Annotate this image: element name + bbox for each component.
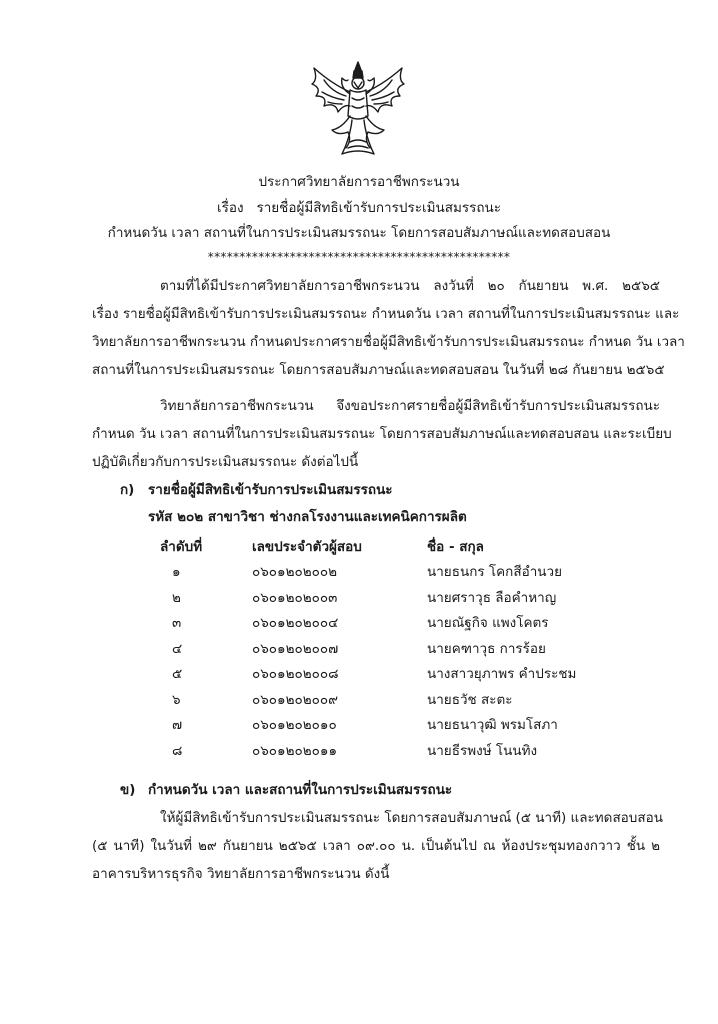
exam-id: ๐๖๐๑๒๐๒๐๐๒ <box>252 564 338 580</box>
table-row <box>0 613 718 637</box>
candidate-name: นายณัฐกิจ แพงโคตร <box>427 615 549 631</box>
table-header-exam-id: เลขประจำตัวผู้สอบ <box>252 539 362 555</box>
table-row <box>0 639 718 663</box>
subject-text: รายชื่อผู้มีสิทธิเข้ารับการประเมินสมรรถนะ <box>256 200 501 216</box>
exam-id: ๐๖๐๑๒๐๒๐๐๗ <box>252 640 339 657</box>
announce-line-2: กำหนด วัน เวลา สถานที่ในการประเมินสมรรถนะ โดยการสอบสัมภาษณ์และทดสอบสอน และระเบียบ <box>92 426 672 442</box>
candidate-name: นางสาวยุภาพร คำประชม <box>427 666 577 682</box>
exam-id: ๐๖๐๑๒๐๒๐๐๙ <box>252 691 339 708</box>
section-b-marker: ข) <box>120 782 136 798</box>
row-number: ๓ <box>172 615 182 631</box>
table-row <box>0 562 718 586</box>
row-number: ๑ <box>172 564 181 580</box>
candidate-name: นายศราวุธ ลือคำหาญ <box>427 589 557 606</box>
row-number: ๗ <box>172 717 183 733</box>
section-b-title: กำหนดวัน เวลา และสถานที่ในการประเมินสมรรถนะ <box>148 782 453 798</box>
candidate-name: นายธวัช สะตะ <box>427 691 513 708</box>
candidate-name: นายธนาวุฒิ พรมโสภา <box>427 717 558 733</box>
exam-id: ๐๖๐๑๒๐๒๐๑๑ <box>252 742 338 759</box>
row-number: ๒ <box>172 589 181 606</box>
announce-line-1: วิทยาลัยการอาชีพกระนวน จึงขอประกาศรายชื่อผู้มีสิทธิเข้ารับการประเมินสมรรถนะ <box>160 398 660 414</box>
exam-id: ๐๖๐๑๒๐๒๐๑๐ <box>252 717 337 733</box>
row-number: ๔ <box>172 640 183 657</box>
table-row <box>0 588 718 612</box>
row-number: ๕ <box>172 666 183 682</box>
table-row <box>0 664 718 688</box>
row-number: ๖ <box>172 691 181 708</box>
exam-id: ๐๖๐๑๒๐๒๐๐๓ <box>252 589 338 606</box>
subtitle: กำหนดวัน เวลา สถานที่ในการประเมินสมรรถนะ โดยการสอบสัมภาษณ์และทดสอบสอน <box>107 225 611 241</box>
section-b-line-1: ให้ผู้มีสิทธิเข้ารับการประเมินสมรรถนะ โดยการสอบสัมภาษณ์ (๕ นาที) และทดสอบสอน <box>160 810 663 826</box>
section-b-line-2: (๕ นาที) ในวันที่ ๒๙ กันยายน ๒๕๖๕ เวลา ๐๙.๐๐ น. เป็นต้นไป ณ ห้องประชุมทองกวาว ชั้น ๒ <box>92 838 660 854</box>
intro-line-4: สถานที่ในการประเมินสมรรถนะ โดยการสอบสัมภาษณ์และทดสอบสอน ในวันที่ ๒๘ กันยายน ๒๕๖๕ <box>92 362 665 378</box>
section-a-title: รายชื่อผู้มีสิทธิเข้ารับการประเมินสมรรถนะ <box>148 482 393 498</box>
table-header-order: ลำดับที่ <box>160 539 203 555</box>
section-b-line-3: อาคารบริหารธุรกิจ วิทยาลัยการอาชีพกระนวน ดังนี้ <box>92 866 390 882</box>
candidate-name: นายธนกร โคกสีอำนวย <box>427 564 563 580</box>
row-number: ๘ <box>172 742 183 759</box>
candidate-name: นายธีรพงษ์ โนนทิง <box>427 742 538 759</box>
section-a-marker: ก) <box>120 482 135 498</box>
table-row <box>0 690 718 714</box>
table-header-full-name: ชื่อ - สกุล <box>427 539 484 555</box>
table-row <box>0 715 718 739</box>
announcement-title: ประกาศวิทยาลัยการอาชีพกระนวน <box>258 174 460 190</box>
exam-id: ๐๖๐๑๒๐๒๐๐๔ <box>252 615 339 631</box>
section-a-code-line: รหัส ๒๐๒ สาขาวิชา ช่างกลโรงงานและเทคนิคการผลิต <box>148 509 467 525</box>
exam-id: ๐๖๐๑๒๐๒๐๐๘ <box>252 666 339 682</box>
intro-line-1: ตามที่ได้มีประกาศวิทยาลัยการอาชีพกระนวน ลงวันที่ ๒๐ กันยายน พ.ศ. ๒๕๖๕ <box>160 278 660 294</box>
subject-label: เรื่อง <box>216 200 244 216</box>
table-row <box>0 741 718 765</box>
intro-line-3: วิทยาลัยการอาชีพกระนวน กำหนดประกาศรายชื่อผู้มีสิทธิเข้ารับการประเมินสมรรถนะ กำหนด วัน เวลา <box>92 334 685 350</box>
separator-stars: ************************************************ <box>207 250 511 264</box>
announce-line-3: ปฏิบัติเกี่ยวกับการประเมินสมรรถนะ ดังต่อไปนี้ <box>92 454 359 470</box>
subject-line <box>0 198 718 218</box>
garuda-emblem-icon <box>302 58 414 160</box>
candidate-name: นายคฑาวุธ การร้อย <box>427 640 546 657</box>
intro-line-2: เรื่อง รายชื่อผู้มีสิทธิเข้ารับการประเมินสมรรถนะ กำหนดวัน เวลา สถานที่ในการประเมินสมรรถนะ และ <box>92 306 680 322</box>
